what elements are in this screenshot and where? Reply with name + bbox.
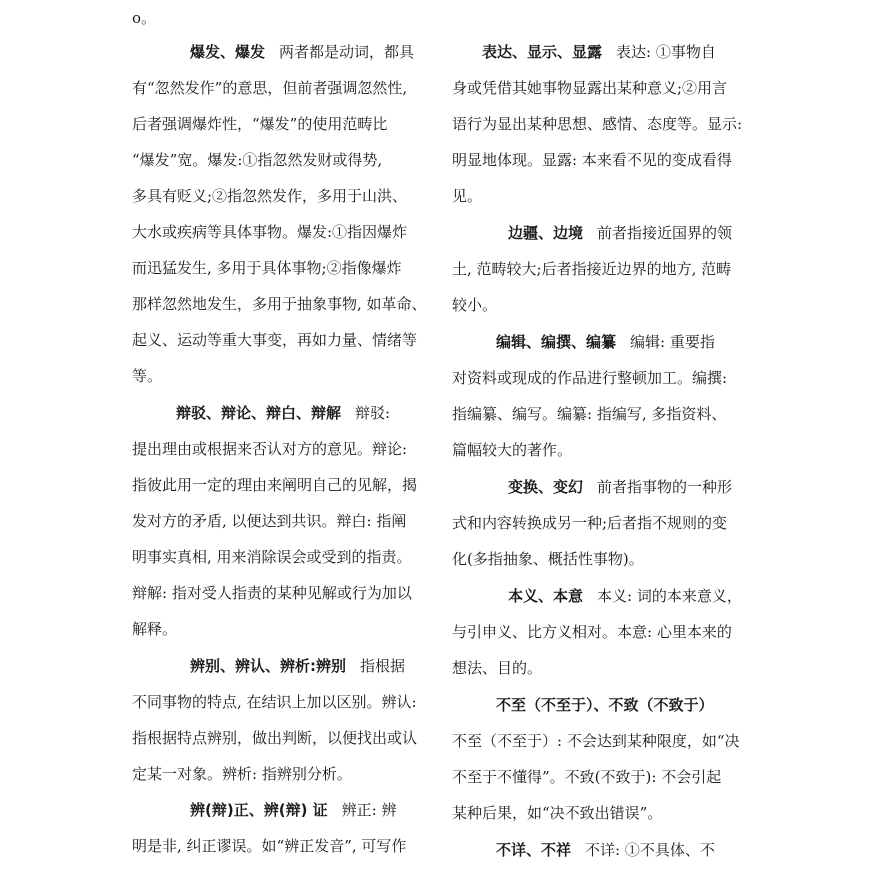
entry-definition-line: 前者指接近国界的领 (597, 224, 733, 242)
entry-first-line (190, 800, 396, 820)
entry-term: 编辑、编撰、编纂 (496, 333, 617, 351)
entry-definition-line: 对资料或现成的作品进行整顿加工。编撰: (452, 369, 728, 387)
page-fragment: o。 (132, 9, 157, 27)
entry-definition-line: 起义、运动等重大事变，再如力量、情绪等 (132, 331, 418, 349)
entry-definition-line: 化(多指抽象、概括性事物)。 (452, 550, 644, 568)
entry-definition-line: 明显地体现。显露: 本来看不见的变成看得 (452, 151, 732, 169)
entry-definition-line: 不至（不至于）: 不会达到某种限度，如“决 (452, 732, 740, 750)
entry-definition-line: 土, 范畴较大;后者指接近边界的地方, 范畴 (452, 260, 732, 278)
entry-definition-line: 辩解: 指对受人指责的某种见解或行为加以 (132, 584, 412, 602)
entry-definition-line: 多具有贬义;②指忽然发作，多用于山洪、 (132, 187, 408, 205)
entry-definition-line: 指编纂、编写。编纂: 指编写, 多指资料、 (452, 405, 727, 423)
entry-definition-line: 本义: 词的本来意义， (597, 587, 742, 605)
entry-term: 辨别、辨认、辨析:辨别 (190, 657, 346, 675)
entry-definition-line: 那样忽然地发生，多用于抽象事物, 如革命、 (132, 295, 427, 313)
entry-definition-line: 明事实真相, 用来消除误会或受到的指责。 (132, 548, 412, 566)
entry-definition-line: 提出理由或根据来否认对方的意见。辩论: (132, 440, 408, 458)
entry-definition-line: 辨正: 辨 (341, 801, 397, 819)
entry-definition-line: 发对方的矛盾, 以便达到共识。辩白: 指阐 (132, 512, 407, 530)
entry-first-line (508, 223, 732, 243)
entry-first-line (176, 403, 390, 423)
entry-definition-line: 语行为显出某种思想、感情、态度等。显示: (452, 115, 743, 133)
entry-definition-line: 定某一对象。辨析: 指辨别分析。 (132, 765, 352, 783)
entry-definition-line: 指根据 (360, 657, 406, 675)
entry-definition-line: 解释。 (132, 620, 178, 638)
entry-definition-line: 大水或疾病等具体事物。爆发:①指因爆炸 (132, 223, 408, 241)
entry-first-line (190, 656, 405, 676)
entry-term: 不详、不祥 (496, 841, 572, 859)
entry-definition-line: 有“忽然发作”的意思，但前者强调忽然性, (132, 79, 408, 97)
entry-definition-line: 两者都是动词，都具 (279, 43, 415, 61)
entry-definition-line: 前者指事物的一种形 (597, 478, 733, 496)
entry-definition-line: 与引申义、比方义相对。本意: 心里本来的 (452, 623, 732, 641)
entry-definition-line: 明是非, 纠正谬误。如“辨正发音”, 可写作 (132, 837, 407, 855)
entry-definition-line: 想法、目的。 (452, 659, 543, 677)
entry-term: 变换、变幻 (508, 478, 584, 496)
entry-definition-line: 表达: ①事物自 (616, 43, 716, 61)
entry-first-line (508, 477, 732, 497)
entry-definition-line: 不同事物的特点, 在结识上加以区别。辨认: (132, 693, 417, 711)
entry-definition-line: 指根据特点辨别，做出判断，以便找出或认 (132, 729, 418, 747)
entry-definition-line: 等。 (132, 367, 163, 385)
entry-first-line (496, 332, 715, 352)
entry-definition-line: 不至于不懂得”。不致(不致于): 不会引起 (452, 768, 722, 786)
entry-first-line (482, 42, 716, 62)
entry-first-line (508, 586, 742, 606)
entry-definition-line: 指彼此用一定的理由来阐明自己的见解，揭 (132, 476, 418, 494)
entry-first-line (496, 695, 714, 715)
entry-term: 表达、显示、显露 (482, 43, 603, 61)
entry-definition-line: 见。 (452, 187, 483, 205)
entry-term: 爆发、爆发 (190, 43, 266, 61)
entry-definition-line: 不详: ①不具体、不 (585, 841, 715, 859)
entry-term: 边疆、边境 (508, 224, 584, 242)
entry-term: 本义、本意 (508, 587, 584, 605)
entry-definition-line: 某种后果，如“决不致出错误”。 (452, 804, 663, 822)
entry-first-line (496, 840, 715, 860)
entry-definition-line: 后者强调爆炸性，“爆发”的使用范畴比 (132, 115, 388, 133)
entry-definition-line: 篇幅较大的著作。 (452, 441, 573, 459)
entry-definition-line: 式和内容转换成另一种;后者指不规则的变 (452, 514, 728, 532)
entry-definition-line: 身或凭借其她事物显露出某种意义;②用言 (452, 79, 728, 97)
entry-definition-line: 而迅猛发生, 多用于具体事物;②指像爆炸 (132, 259, 402, 277)
entry-first-line (190, 42, 414, 62)
entry-term: 辩驳、辩论、辩白、辩解 (176, 404, 342, 422)
entry-definition-line: “爆发”宽。爆发:①指忽然发财或得势, (132, 151, 383, 169)
entry-definition-line: 辩驳: (355, 404, 391, 422)
entry-term: 不至（不至于）、不致（不致于） (496, 696, 714, 714)
entry-term: 辨(辩)正、辨(辩) 证 (190, 801, 328, 819)
entry-definition-line: 较小。 (452, 296, 498, 314)
entry-definition-line: 编辑: 重要指 (630, 333, 715, 351)
